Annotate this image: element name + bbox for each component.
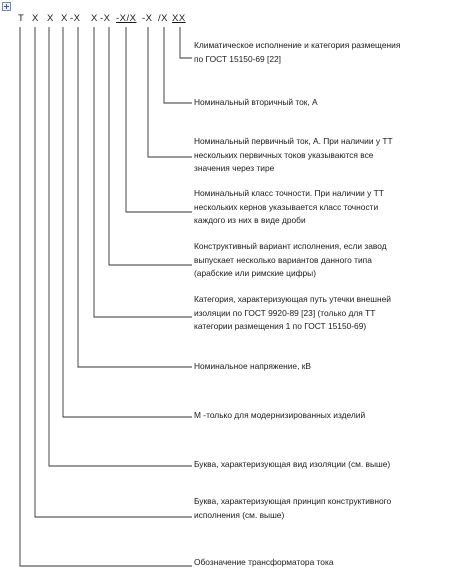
connector-line xyxy=(49,27,192,466)
legend-line: Буква, характеризующая принцип конструктивного xyxy=(194,496,392,506)
legend-insulation-letter xyxy=(194,458,390,472)
legend-line: Номинальный вторичный ток, А xyxy=(194,97,318,107)
code-part-5: Х xyxy=(91,13,98,24)
legend-leakage-category xyxy=(194,293,391,334)
legend-line: Номинальный класс точности. При наличии у ТТ xyxy=(194,188,384,198)
legend-line: Категория, характеризующая путь утечки внешней xyxy=(194,294,391,304)
connector-line xyxy=(164,27,192,103)
code-part-1: Х xyxy=(32,13,39,24)
connector-line xyxy=(148,27,192,157)
code-part-7: -Х/Х xyxy=(116,13,137,24)
legend-accuracy-class xyxy=(194,187,384,228)
legend-rated-voltage xyxy=(194,360,311,374)
legend-line: Номинальное напряжение, кВ xyxy=(194,361,311,371)
legend-line: Обозначение трансформатора тока xyxy=(194,557,334,567)
legend-modernized xyxy=(194,409,365,423)
legend-line: выпускает несколько вариантов данного типа xyxy=(194,254,372,265)
legend-line: (арабские или римские цифры) xyxy=(194,268,316,278)
code-part-t: Т xyxy=(18,13,25,24)
legend-line: значения через тире xyxy=(194,163,275,173)
legend-climatic xyxy=(194,39,400,66)
legend-line: изоляции по ГОСТ 9920-89 [23] (только для ТТ xyxy=(194,307,376,318)
connector-line xyxy=(109,27,192,265)
code-part-10: ХХ xyxy=(172,13,186,24)
connector-line xyxy=(78,27,192,367)
legend-line: по ГОСТ 15150-69 [22] xyxy=(194,53,281,64)
legend-line: категории размещения 1 по ГОСТ 15150-69) xyxy=(194,321,367,331)
connector-line xyxy=(63,27,192,417)
legend-line: нескольких первичных токов указываются все xyxy=(194,149,374,160)
connector-line xyxy=(180,27,192,58)
code-part-2: Х xyxy=(47,13,54,24)
code-part-3: Х xyxy=(61,13,68,24)
code-part-4: -Х xyxy=(70,13,81,24)
legend-line: исполнения (см. выше) xyxy=(194,509,285,520)
legend-line: Климатическое исполнение и категория размещения xyxy=(194,40,401,50)
connector-line xyxy=(20,27,192,566)
legend-line: Номинальный первичный ток, А. При наличии у ТТ xyxy=(194,136,393,146)
legend-line: нескольких кернов указывается класс точности xyxy=(194,201,379,212)
code-part-8: -Х xyxy=(142,13,153,24)
legend-line: М -только для модернизированных изделий xyxy=(194,410,366,420)
connector-line xyxy=(126,27,192,212)
legend-line: Буква, характеризующая вид изоляции (см. выше) xyxy=(194,459,391,469)
code-part-9: /Х xyxy=(158,13,168,24)
legend-primary-current xyxy=(194,135,393,176)
legend-secondary-current xyxy=(194,96,318,110)
code-part-6: -Х xyxy=(100,13,111,24)
legend-line: Конструктивный вариант исполнения, если завод xyxy=(194,241,387,251)
legend-line: каждого из них в виде дроби xyxy=(194,215,306,225)
legend-design-principle-letter xyxy=(194,495,391,522)
connector-line xyxy=(35,27,192,517)
legend-design-variant xyxy=(194,240,387,281)
legend-transformer-designation xyxy=(194,556,333,570)
